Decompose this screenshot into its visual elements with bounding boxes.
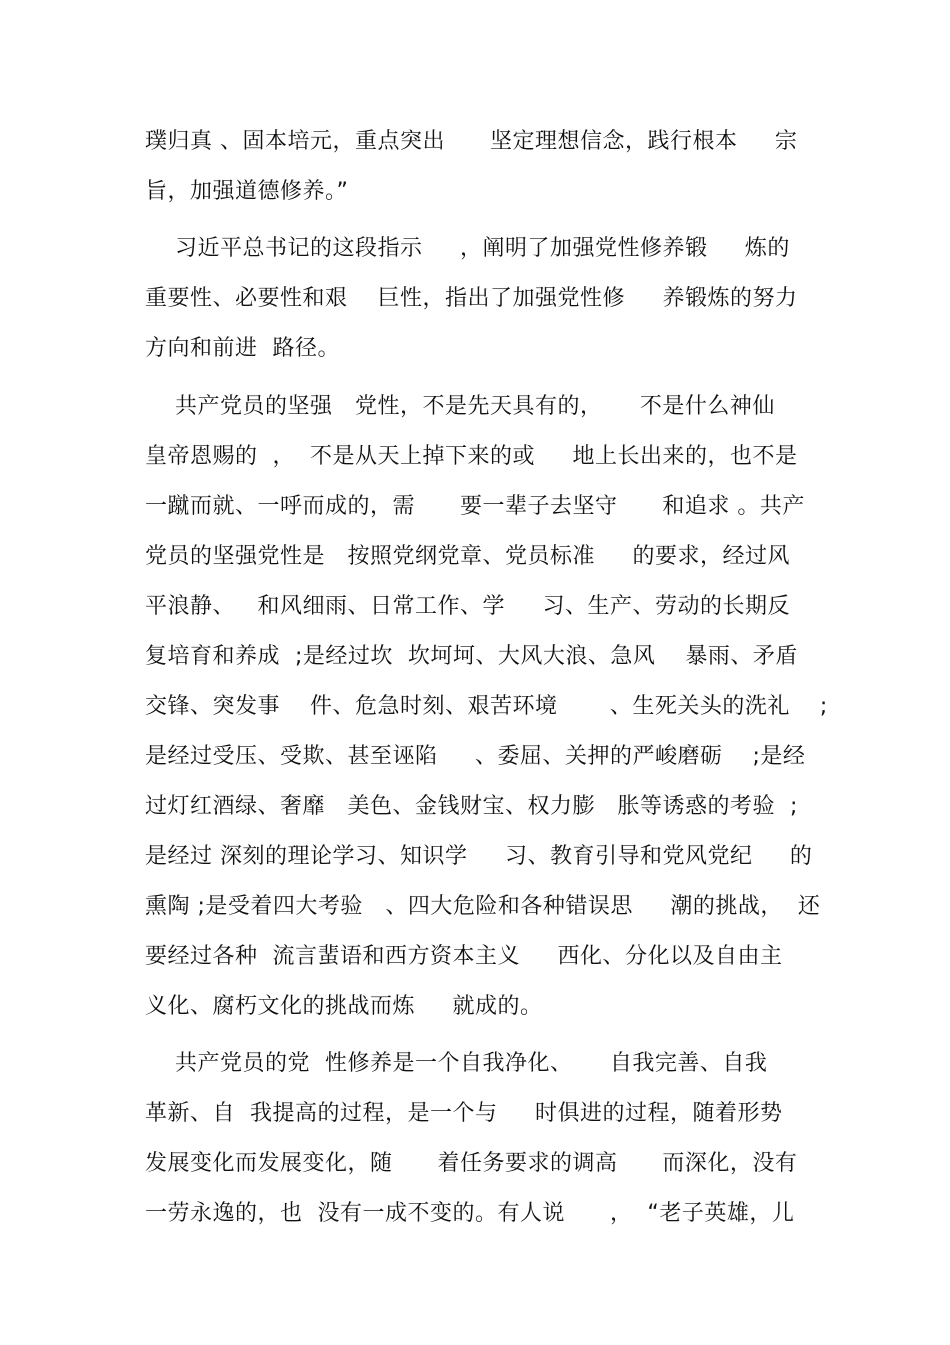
text-line: 共产党员的坚强 党性，不是先天具有的， 不是什么神仙: [145, 394, 775, 419]
text-line: 习近平总书记的这段指示 ，阐明了加强党性修养锻 炼的: [145, 236, 790, 261]
text-line: 革新、自 我提高的过程，是一个与 时俱进的过程，随着形势: [145, 1101, 783, 1126]
text-line: 皇帝恩赐的 ， 不是从天上掉下来的或 地上长出来的，也不是: [145, 444, 798, 469]
text-line: 要经过各种 流言蜚语和西方资本主义 西化、分化以及自由主: [145, 944, 783, 969]
text-line: 一劳永逸的，也 没有一成不变的。有人说 ， “老子英雄，儿: [145, 1201, 795, 1226]
text-line: 义化、腐朽文化的挑战而炼 就成的。: [145, 994, 543, 1019]
text-line: 复培育和养成 ;是经过坎 坎坷坷、大风大浪、急风 暴雨、矛盾: [145, 644, 798, 669]
text-line: 发展变化而发展变化，随 着任务要求的调高 而深化，没有: [145, 1151, 798, 1176]
text-line: 旨，加强道德修养。”: [145, 179, 349, 204]
text-line: 平浪静、 和风细雨、日常工作、学 习、生产、劳动的长期反: [145, 594, 790, 619]
paragraph-instruction-significance: [145, 224, 825, 374]
paragraph-self-cultivation-process: [145, 1039, 825, 1239]
text-line: 是经过 深刻的理论学习、知识学 习、教育引导和党风党纪 的: [145, 844, 813, 869]
text-line: 熏陶 ;是受着四大考验 、四大危险和各种错误思 潮的挑战， 还: [145, 894, 821, 919]
text-line: 党员的坚强党性是 按照党纲党章、党员标准 的要求，经过风: [145, 544, 790, 569]
text-line: 过灯红酒绿、奢靡 美色、金钱财宝、权力膨 胀等诱惑的考验 ;: [145, 794, 798, 819]
text-line: 方向和前进 路径。: [145, 336, 340, 361]
text-line: 一蹴而就、一呼而成的，需 要一辈子去坚守 和追求 。共产: [145, 494, 805, 519]
text-line: 重要性、必要性和艰 巨性，指出了加强党性修 养锻炼的努力: [145, 286, 798, 311]
paragraph-party-spirit-formation: [145, 382, 828, 1032]
paragraph-intro-continuation: [145, 117, 825, 217]
text-line: 交锋、突发事 件、危急时刻、艰苦环境 、生死关头的洗礼 ;: [145, 694, 828, 719]
text-line: 共产党员的党 性修养是一个自我净化、 自我完善、自我: [145, 1051, 768, 1076]
text-line: 是经过受压、受欺、甚至诬陷 、委屈、关押的严峻磨砺 ;是经: [145, 744, 806, 769]
text-line: 璞归真 、固本培元，重点突出 坚定理想信念，践行根本 宗: [145, 129, 798, 154]
